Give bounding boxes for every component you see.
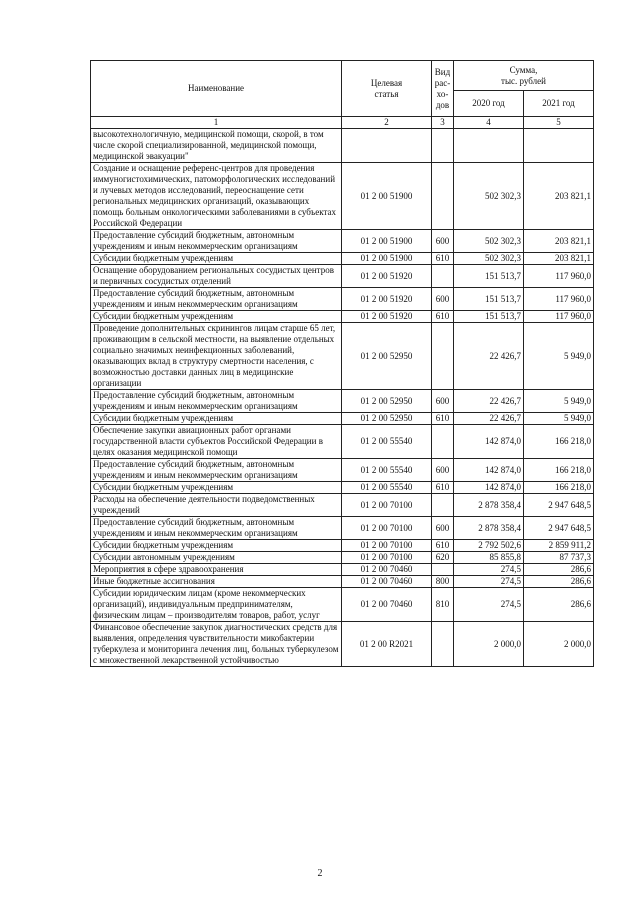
row-target-article: 01 2 00 70100 (342, 494, 432, 517)
row-expense-type: 600 (432, 230, 454, 253)
row-name: Субсидии автономным учреждениям (91, 552, 342, 564)
row-target-article: 01 2 00 70460 (342, 564, 432, 576)
row-target-article: 01 2 00 52950 (342, 390, 432, 413)
row-target-article: 01 2 00 52950 (342, 413, 432, 425)
row-sum-2020: 502 302,3 (454, 230, 524, 253)
table-row (91, 288, 594, 311)
row-expense-type: 600 (432, 459, 454, 482)
row-sum-2020: 151 513,7 (454, 311, 524, 323)
table-row (91, 552, 594, 564)
table-row (91, 323, 594, 390)
table-row (91, 588, 594, 622)
row-sum-2021: 166 218,0 (524, 425, 594, 459)
table-row (91, 576, 594, 588)
row-name: Субсидии бюджетным учреждениям (91, 540, 342, 552)
header-target-article-line2: статья (374, 88, 399, 99)
row-sum-2020 (454, 129, 524, 163)
row-sum-2020: 274,5 (454, 564, 524, 576)
row-target-article: 01 2 00 70100 (342, 540, 432, 552)
table-row (91, 482, 594, 494)
row-target-article: 01 2 00 51900 (342, 163, 432, 230)
row-name: Субсидии юридическим лицам (кроме некоммерческих организаций), индивидуальным предпринимателям, физическим лицам – производителям товаров, работ, услуг (91, 588, 342, 622)
row-sum-2021: 2 000,0 (524, 622, 594, 667)
row-sum-2021: 117 960,0 (524, 288, 594, 311)
page-number: 2 (317, 868, 323, 879)
row-expense-type: 610 (432, 253, 454, 265)
row-expense-type: 810 (432, 588, 454, 622)
row-sum-2021: 117 960,0 (524, 311, 594, 323)
table-row (91, 564, 594, 576)
row-sum-2021: 166 218,0 (524, 459, 594, 482)
row-sum-2021: 5 949,0 (524, 323, 594, 390)
table-row (91, 390, 594, 413)
row-sum-2021: 203 821,1 (524, 253, 594, 265)
row-sum-2020: 2 792 502,6 (454, 540, 524, 552)
table-row (91, 459, 594, 482)
table-row (91, 517, 594, 540)
table-row (91, 265, 594, 288)
row-sum-2020: 22 426,7 (454, 390, 524, 413)
row-target-article: 01 2 00 52950 (342, 323, 432, 390)
row-name: Финансовое обеспечение закупок диагностических средств для выявления, определения чувствительности микобактерии туберкулеза и мониторинга лечения лиц, больных туберкулезом с множественной лекарственной устойчивостью (91, 622, 342, 667)
row-target-article: 01 2 00 70460 (342, 588, 432, 622)
column-number: 5 (524, 117, 594, 129)
header-expense-type (432, 61, 454, 117)
row-sum-2020: 142 874,0 (454, 482, 524, 494)
table-row (91, 413, 594, 425)
row-name: Расходы на обеспечение деятельности подведомственных учреждений (91, 494, 342, 517)
row-sum-2020: 2 000,0 (454, 622, 524, 667)
row-sum-2020: 22 426,7 (454, 413, 524, 425)
row-name: Предоставление субсидий бюджетным, автономным учреждениям и иным некоммерческим организациям (91, 459, 342, 482)
row-sum-2021: 203 821,1 (524, 163, 594, 230)
table-row (91, 540, 594, 552)
row-expense-type: 600 (432, 517, 454, 540)
row-sum-2021: 286,6 (524, 564, 594, 576)
table-row (91, 425, 594, 459)
row-sum-2021: 5 949,0 (524, 413, 594, 425)
row-expense-type (432, 129, 454, 163)
row-sum-2020: 502 302,3 (454, 253, 524, 265)
row-name: Проведение дополнительных скринингов лицам старше 65 лет, проживающим в сельской местности, на выявление отдельных социально значимых неинфекционных заболеваний, оказывающих вклад в структуру смертности населения, с возможностью доставки данных лиц в медицинские организации (91, 323, 342, 390)
row-target-article: 01 2 00 51920 (342, 311, 432, 323)
row-target-article: 01 2 00 51900 (342, 253, 432, 265)
row-sum-2021: 5 949,0 (524, 390, 594, 413)
row-target-article: 01 2 00 70100 (342, 517, 432, 540)
row-expense-type (432, 494, 454, 517)
row-sum-2020: 274,5 (454, 588, 524, 622)
header-year-2020: 2020 год (454, 91, 524, 117)
table-row (91, 494, 594, 517)
row-name: Предоставление субсидий бюджетным, автономным учреждениям и иным некоммерческим организациям (91, 517, 342, 540)
row-sum-2020: 2 878 358,4 (454, 517, 524, 540)
row-sum-2020: 502 302,3 (454, 163, 524, 230)
row-sum-2020: 142 874,0 (454, 459, 524, 482)
row-target-article (342, 129, 432, 163)
row-name: Предоставление субсидий бюджетным, автономным учреждениям и иным некоммерческим организациям (91, 230, 342, 253)
row-name: Субсидии бюджетным учреждениям (91, 482, 342, 494)
header-target-article (342, 61, 432, 117)
row-name: Предоставление субсидий бюджетным, автономным учреждениям и иным некоммерческим организациям (91, 288, 342, 311)
row-expense-type (432, 323, 454, 390)
table-row (91, 129, 594, 163)
row-target-article: 01 2 00 51900 (342, 230, 432, 253)
row-expense-type: 610 (432, 540, 454, 552)
header-expense-type-line2: рас- (434, 77, 451, 88)
row-sum-2021 (524, 129, 594, 163)
row-expense-type (432, 425, 454, 459)
row-expense-type (432, 163, 454, 230)
table-row (91, 311, 594, 323)
row-expense-type (432, 265, 454, 288)
row-name: высокотехнологичную, медицинской помощи, скорой, в том числе скорой специализированной, медицинской помощи, медицинской эвакуации" (91, 129, 342, 163)
row-name: Иные бюджетные ассигнования (91, 576, 342, 588)
row-target-article: 01 2 00 51920 (342, 265, 432, 288)
row-target-article: 01 2 00 70460 (342, 576, 432, 588)
row-sum-2021: 166 218,0 (524, 482, 594, 494)
row-expense-type: 610 (432, 482, 454, 494)
table-row (91, 622, 594, 667)
row-target-article: 01 2 00 55540 (342, 459, 432, 482)
column-number: 4 (454, 117, 524, 129)
row-sum-2020: 22 426,7 (454, 323, 524, 390)
row-expense-type: 610 (432, 311, 454, 323)
row-sum-2021: 2 947 648,5 (524, 494, 594, 517)
row-name: Мероприятия в сфере здравоохранения (91, 564, 342, 576)
row-sum-2020: 151 513,7 (454, 265, 524, 288)
row-expense-type: 800 (432, 576, 454, 588)
row-sum-2021: 286,6 (524, 588, 594, 622)
row-target-article: 01 2 00 70100 (342, 552, 432, 564)
column-number: 1 (91, 117, 342, 129)
table-body (91, 129, 594, 667)
row-sum-2020: 142 874,0 (454, 425, 524, 459)
row-expense-type (432, 622, 454, 667)
header-sum (454, 61, 594, 91)
row-sum-2021: 203 821,1 (524, 230, 594, 253)
column-number: 3 (432, 117, 454, 129)
column-number: 2 (342, 117, 432, 129)
row-target-article: 01 2 00 55540 (342, 482, 432, 494)
row-name: Предоставление субсидий бюджетным, автономным учреждениям и иным некоммерческим организациям (91, 390, 342, 413)
column-number-row (91, 117, 594, 129)
row-name: Субсидии бюджетным учреждениям (91, 413, 342, 425)
row-name: Субсидии бюджетным учреждениям (91, 253, 342, 265)
row-expense-type: 610 (432, 413, 454, 425)
row-target-article: 01 2 00 51920 (342, 288, 432, 311)
row-sum-2021: 2 947 648,5 (524, 517, 594, 540)
row-name: Создание и оснащение референс-центров для проведения иммуногистохимических, патоморфологических исследований и лучевых методов исследований, переоснащение сети региональных медицинских организаций, оказывающих помощь больным онкологическими заболеваниями в субъектах Российской Федерации (91, 163, 342, 230)
header-year-2021: 2021 год (524, 91, 594, 117)
row-name: Субсидии бюджетным учреждениям (91, 311, 342, 323)
row-expense-type: 600 (432, 390, 454, 413)
table-row (91, 253, 594, 265)
row-sum-2020: 151 513,7 (454, 288, 524, 311)
table-row (91, 230, 594, 253)
row-target-article: 01 2 00 R2021 (342, 622, 432, 667)
row-sum-2021: 117 960,0 (524, 265, 594, 288)
row-sum-2020: 85 855,8 (454, 552, 524, 564)
row-sum-2021: 286,6 (524, 576, 594, 588)
row-expense-type: 620 (432, 552, 454, 564)
header-sum-line2: тыс. рублей (501, 75, 546, 86)
budget-table (90, 60, 594, 667)
table-row (91, 163, 594, 230)
row-name: Оснащение оборудованием региональных сосудистых центров и первичных сосудистых отделений (91, 265, 342, 288)
header-name: Наименование (91, 61, 342, 117)
row-expense-type (432, 564, 454, 576)
row-sum-2020: 2 878 358,4 (454, 494, 524, 517)
header-target-article-line1: Целевая (370, 77, 403, 88)
row-expense-type: 600 (432, 288, 454, 311)
row-name: Обеспечение закупки авиационных работ органами государственной власти субъектов Российской Федерации в целях оказания медицинской помощи (91, 425, 342, 459)
header-sum-line1: Сумма, (509, 64, 538, 75)
header-expense-type-line3: хо- (436, 88, 449, 99)
row-sum-2021: 87 737,3 (524, 552, 594, 564)
row-sum-2021: 2 859 911,2 (524, 540, 594, 552)
header-expense-type-line4: дов (435, 99, 450, 110)
row-sum-2020: 274,5 (454, 576, 524, 588)
row-target-article: 01 2 00 55540 (342, 425, 432, 459)
header-expense-type-line1: Вид (434, 66, 451, 77)
